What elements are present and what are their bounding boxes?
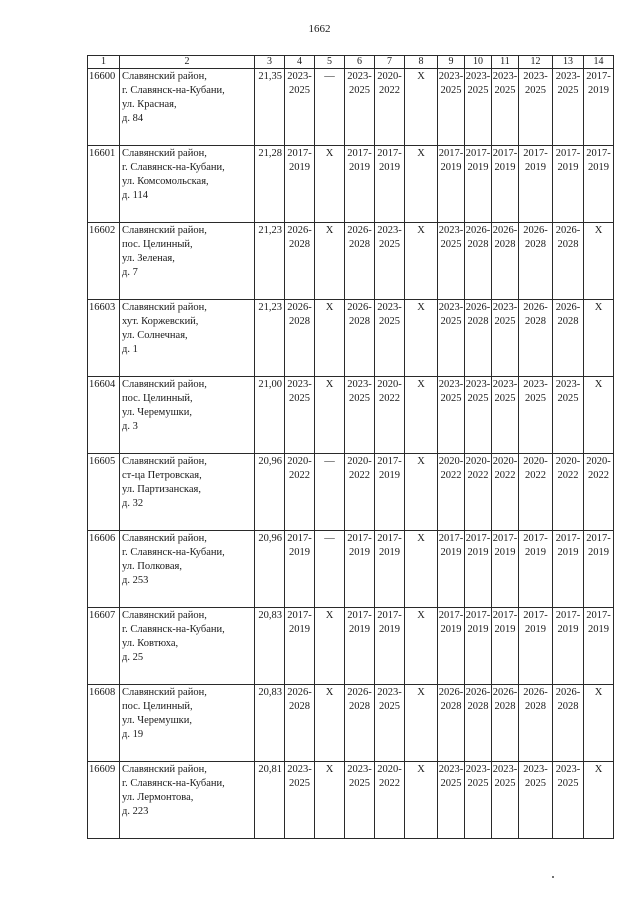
period-cell-c7: 2017- 2019 bbox=[375, 608, 405, 685]
table-row bbox=[88, 69, 614, 146]
table-row bbox=[88, 146, 614, 223]
page-number: 1662 bbox=[308, 23, 331, 35]
row-id-cell: 16604 bbox=[88, 377, 120, 454]
period-cell-c10: 2020- 2022 bbox=[465, 454, 492, 531]
period-cell-c9: 2017- 2019 bbox=[438, 608, 465, 685]
period-cell-c5: X bbox=[315, 685, 345, 762]
address-line: Славянский район, bbox=[122, 687, 207, 698]
address-cell bbox=[120, 377, 255, 454]
row-id-cell: 16608 bbox=[88, 685, 120, 762]
column-header: 3 bbox=[255, 56, 285, 69]
period-cell-c12: 2026- 2028 bbox=[519, 223, 553, 300]
period-cell-c12: 2017- 2019 bbox=[519, 531, 553, 608]
period-cell-c11: 2020- 2022 bbox=[492, 454, 519, 531]
address-line: д. 3 bbox=[122, 421, 138, 432]
period-cell-c11: 2023- 2025 bbox=[492, 300, 519, 377]
period-cell-c6: 2026- 2028 bbox=[345, 223, 375, 300]
period-cell-c13: 2023- 2025 bbox=[553, 762, 584, 839]
period-cell-c8: X bbox=[405, 531, 438, 608]
period-cell-c14: 2017- 2019 bbox=[584, 146, 614, 223]
period-cell-c10: 2026- 2028 bbox=[465, 685, 492, 762]
period-cell-c10: 2026- 2028 bbox=[465, 300, 492, 377]
row-id-cell: 16605 bbox=[88, 454, 120, 531]
period-cell-c10: 2023- 2025 bbox=[465, 762, 492, 839]
period-cell-c6: 2023- 2025 bbox=[345, 762, 375, 839]
period-cell-c6: 2017- 2019 bbox=[345, 531, 375, 608]
period-cell-c8: X bbox=[405, 146, 438, 223]
column-header: 9 bbox=[438, 56, 465, 69]
period-cell-c6: 2023- 2025 bbox=[345, 69, 375, 146]
column-header: 4 bbox=[285, 56, 315, 69]
address-line: ул. Черемушки, bbox=[122, 407, 192, 418]
address-line: г. Славянск-на-Кубани, bbox=[122, 547, 225, 558]
address-line: д. 7 bbox=[122, 267, 138, 278]
period-cell-c11: 2017- 2019 bbox=[492, 531, 519, 608]
address-line: ст-ца Петровская, bbox=[122, 470, 202, 481]
period-cell-c11: 2017- 2019 bbox=[492, 146, 519, 223]
period-cell-c11: 2026- 2028 bbox=[492, 685, 519, 762]
period-cell-c4: 2023- 2025 bbox=[285, 762, 315, 839]
period-cell-c14: 2017- 2019 bbox=[584, 531, 614, 608]
period-cell-c6: 2026- 2028 bbox=[345, 300, 375, 377]
address-line: Славянский район, bbox=[122, 225, 207, 236]
column-number-row bbox=[88, 56, 614, 69]
table-row bbox=[88, 454, 614, 531]
address-line: ул. Красная, bbox=[122, 99, 177, 110]
period-cell-c12: 2023- 2025 bbox=[519, 377, 553, 454]
address-cell bbox=[120, 762, 255, 839]
table-row bbox=[88, 531, 614, 608]
column-header: 11 bbox=[492, 56, 519, 69]
period-cell-c9: 2017- 2019 bbox=[438, 531, 465, 608]
address-line: пос. Целинный, bbox=[122, 239, 193, 250]
period-cell-c6: 2026- 2028 bbox=[345, 685, 375, 762]
address-line: г. Славянск-на-Кубани, bbox=[122, 162, 225, 173]
address-line: Славянский район, bbox=[122, 764, 207, 775]
row-id-cell: 16600 bbox=[88, 69, 120, 146]
period-cell-c8: X bbox=[405, 762, 438, 839]
area-cell: 21,35 bbox=[255, 69, 285, 146]
row-id-cell: 16601 bbox=[88, 146, 120, 223]
period-cell-c8: X bbox=[405, 608, 438, 685]
scan-speck bbox=[552, 876, 554, 878]
period-cell-c5: X bbox=[315, 762, 345, 839]
address-line: пос. Целинный, bbox=[122, 393, 193, 404]
period-cell-c12: 2017- 2019 bbox=[519, 608, 553, 685]
period-cell-c10: 2017- 2019 bbox=[465, 146, 492, 223]
column-header: 5 bbox=[315, 56, 345, 69]
address-line: ул. Партизанская, bbox=[122, 484, 201, 495]
period-cell-c4: 2020- 2022 bbox=[285, 454, 315, 531]
housing-schedule-table bbox=[87, 55, 614, 839]
period-cell-c9: 2017- 2019 bbox=[438, 146, 465, 223]
row-id-cell: 16606 bbox=[88, 531, 120, 608]
period-cell-c7: 2017- 2019 bbox=[375, 454, 405, 531]
period-cell-c7: 2023- 2025 bbox=[375, 300, 405, 377]
address-line: Славянский район, bbox=[122, 379, 207, 390]
period-cell-c14: 2020- 2022 bbox=[584, 454, 614, 531]
period-cell-c9: 2023- 2025 bbox=[438, 762, 465, 839]
period-cell-c14: X bbox=[584, 762, 614, 839]
area-cell: 20,83 bbox=[255, 608, 285, 685]
column-header: 12 bbox=[519, 56, 553, 69]
address-line: ул. Солнечная, bbox=[122, 330, 188, 341]
period-cell-c5: X bbox=[315, 608, 345, 685]
period-cell-c10: 2023- 2025 bbox=[465, 377, 492, 454]
column-header: 10 bbox=[465, 56, 492, 69]
row-id-cell: 16602 bbox=[88, 223, 120, 300]
period-cell-c5: X bbox=[315, 146, 345, 223]
column-header: 6 bbox=[345, 56, 375, 69]
period-cell-c7: 2017- 2019 bbox=[375, 146, 405, 223]
period-cell-c4: 2017- 2019 bbox=[285, 608, 315, 685]
address-line: г. Славянск-на-Кубани, bbox=[122, 624, 225, 635]
period-cell-c9: 2026- 2028 bbox=[438, 685, 465, 762]
address-cell bbox=[120, 69, 255, 146]
period-cell-c13: 2017- 2019 bbox=[553, 608, 584, 685]
period-cell-c9: 2023- 2025 bbox=[438, 223, 465, 300]
address-line: Славянский район, bbox=[122, 456, 207, 467]
area-cell: 21,00 bbox=[255, 377, 285, 454]
area-cell: 21,28 bbox=[255, 146, 285, 223]
period-cell-c8: X bbox=[405, 454, 438, 531]
address-line: Славянский район, bbox=[122, 148, 207, 159]
address-line: пос. Целинный, bbox=[122, 701, 193, 712]
period-cell-c4: 2023- 2025 bbox=[285, 69, 315, 146]
period-cell-c13: 2026- 2028 bbox=[553, 300, 584, 377]
table-row bbox=[88, 300, 614, 377]
period-cell-c7: 2017- 2019 bbox=[375, 531, 405, 608]
address-line: д. 19 bbox=[122, 729, 144, 740]
period-cell-c6: 2020- 2022 bbox=[345, 454, 375, 531]
period-cell-c5: X bbox=[315, 300, 345, 377]
period-cell-c11: 2023- 2025 bbox=[492, 762, 519, 839]
area-cell: 20,96 bbox=[255, 531, 285, 608]
period-cell-c5: X bbox=[315, 377, 345, 454]
row-id-cell: 16603 bbox=[88, 300, 120, 377]
address-line: ул. Черемушки, bbox=[122, 715, 192, 726]
period-cell-c7: 2023- 2025 bbox=[375, 223, 405, 300]
period-cell-c13: 2026- 2028 bbox=[553, 223, 584, 300]
period-cell-c4: 2026- 2028 bbox=[285, 685, 315, 762]
period-cell-c8: X bbox=[405, 300, 438, 377]
area-cell: 20,83 bbox=[255, 685, 285, 762]
area-cell: 21,23 bbox=[255, 223, 285, 300]
column-header: 8 bbox=[405, 56, 438, 69]
period-cell-c14: X bbox=[584, 223, 614, 300]
address-line: ул. Комсомольская, bbox=[122, 176, 209, 187]
table-row bbox=[88, 685, 614, 762]
address-cell bbox=[120, 223, 255, 300]
period-cell-c8: X bbox=[405, 69, 438, 146]
address-line: г. Славянск-на-Кубани, bbox=[122, 85, 225, 96]
period-cell-c8: X bbox=[405, 377, 438, 454]
period-cell-c14: 2017- 2019 bbox=[584, 608, 614, 685]
column-header: 7 bbox=[375, 56, 405, 69]
period-cell-c14: X bbox=[584, 300, 614, 377]
period-cell-c6: 2023- 2025 bbox=[345, 377, 375, 454]
column-header: 1 bbox=[88, 56, 120, 69]
area-cell: 21,23 bbox=[255, 300, 285, 377]
period-cell-c4: 2023- 2025 bbox=[285, 377, 315, 454]
area-cell: 20,96 bbox=[255, 454, 285, 531]
period-cell-c11: 2017- 2019 bbox=[492, 608, 519, 685]
address-line: ул. Полковая, bbox=[122, 561, 182, 572]
period-cell-c9: 2020- 2022 bbox=[438, 454, 465, 531]
period-cell-c12: 2023- 2025 bbox=[519, 762, 553, 839]
address-line: д. 25 bbox=[122, 652, 144, 663]
address-line: Славянский район, bbox=[122, 610, 207, 621]
address-line: ул. Лермонтова, bbox=[122, 792, 194, 803]
period-cell-c5: — bbox=[315, 454, 345, 531]
period-cell-c10: 2023- 2025 bbox=[465, 69, 492, 146]
period-cell-c10: 2017- 2019 bbox=[465, 608, 492, 685]
period-cell-c6: 2017- 2019 bbox=[345, 608, 375, 685]
address-line: Славянский район, bbox=[122, 71, 207, 82]
address-cell bbox=[120, 608, 255, 685]
period-cell-c9: 2023- 2025 bbox=[438, 377, 465, 454]
column-header: 13 bbox=[553, 56, 584, 69]
period-cell-c5: X bbox=[315, 223, 345, 300]
period-cell-c11: 2023- 2025 bbox=[492, 69, 519, 146]
table-row bbox=[88, 377, 614, 454]
address-line: д. 32 bbox=[122, 498, 144, 509]
period-cell-c13: 2023- 2025 bbox=[553, 69, 584, 146]
address-cell bbox=[120, 685, 255, 762]
period-cell-c8: X bbox=[405, 685, 438, 762]
address-line: г. Славянск-на-Кубани, bbox=[122, 778, 225, 789]
column-header: 2 bbox=[120, 56, 255, 69]
table-row bbox=[88, 762, 614, 839]
address-line: Славянский район, bbox=[122, 533, 207, 544]
period-cell-c6: 2017- 2019 bbox=[345, 146, 375, 223]
period-cell-c11: 2023- 2025 bbox=[492, 377, 519, 454]
address-cell bbox=[120, 300, 255, 377]
period-cell-c12: 2023- 2025 bbox=[519, 69, 553, 146]
address-cell bbox=[120, 454, 255, 531]
period-cell-c4: 2026- 2028 bbox=[285, 223, 315, 300]
period-cell-c10: 2026- 2028 bbox=[465, 223, 492, 300]
address-line: ул. Ковтюха, bbox=[122, 638, 179, 649]
address-line: д. 114 bbox=[122, 190, 148, 201]
period-cell-c5: — bbox=[315, 69, 345, 146]
period-cell-c14: 2017- 2019 bbox=[584, 69, 614, 146]
period-cell-c12: 2017- 2019 bbox=[519, 146, 553, 223]
area-cell: 20,81 bbox=[255, 762, 285, 839]
period-cell-c4: 2017- 2019 bbox=[285, 146, 315, 223]
table-row bbox=[88, 608, 614, 685]
period-cell-c14: X bbox=[584, 377, 614, 454]
period-cell-c7: 2020- 2022 bbox=[375, 69, 405, 146]
address-line: хут. Коржевский, bbox=[122, 316, 199, 327]
period-cell-c12: 2020- 2022 bbox=[519, 454, 553, 531]
period-cell-c13: 2026- 2028 bbox=[553, 685, 584, 762]
table-row bbox=[88, 223, 614, 300]
period-cell-c4: 2026- 2028 bbox=[285, 300, 315, 377]
period-cell-c14: X bbox=[584, 685, 614, 762]
period-cell-c9: 2023- 2025 bbox=[438, 300, 465, 377]
address-line: Славянский район, bbox=[122, 302, 207, 313]
period-cell-c11: 2026- 2028 bbox=[492, 223, 519, 300]
address-line: д. 1 bbox=[122, 344, 138, 355]
period-cell-c7: 2020- 2022 bbox=[375, 762, 405, 839]
address-cell bbox=[120, 146, 255, 223]
row-id-cell: 16607 bbox=[88, 608, 120, 685]
address-line: д. 84 bbox=[122, 113, 144, 124]
period-cell-c9: 2023- 2025 bbox=[438, 69, 465, 146]
period-cell-c8: X bbox=[405, 223, 438, 300]
period-cell-c13: 2017- 2019 bbox=[553, 146, 584, 223]
period-cell-c13: 2023- 2025 bbox=[553, 377, 584, 454]
period-cell-c4: 2017- 2019 bbox=[285, 531, 315, 608]
address-line: ул. Зеленая, bbox=[122, 253, 175, 264]
address-line: д. 253 bbox=[122, 575, 149, 586]
row-id-cell: 16609 bbox=[88, 762, 120, 839]
period-cell-c13: 2017- 2019 bbox=[553, 531, 584, 608]
column-header: 14 bbox=[584, 56, 614, 69]
period-cell-c5: — bbox=[315, 531, 345, 608]
period-cell-c12: 2026- 2028 bbox=[519, 300, 553, 377]
period-cell-c7: 2023- 2025 bbox=[375, 685, 405, 762]
address-cell bbox=[120, 531, 255, 608]
address-line: д. 223 bbox=[122, 806, 149, 817]
period-cell-c12: 2026- 2028 bbox=[519, 685, 553, 762]
period-cell-c10: 2017- 2019 bbox=[465, 531, 492, 608]
period-cell-c7: 2020- 2022 bbox=[375, 377, 405, 454]
period-cell-c13: 2020- 2022 bbox=[553, 454, 584, 531]
